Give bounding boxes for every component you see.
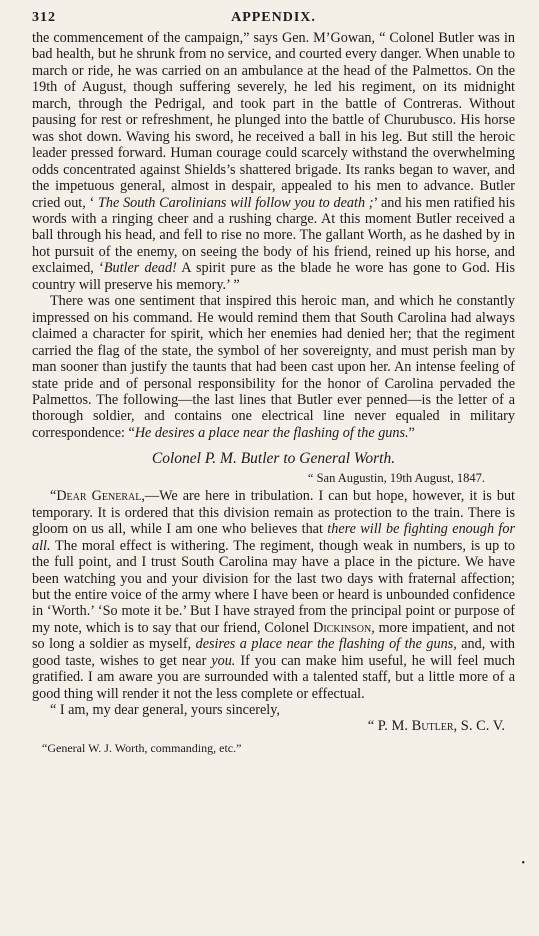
- letter-address: “General W. J. Worth, commanding, etc.”: [42, 741, 242, 756]
- text-run: , more impatient, and not so long a soldier as myself,: [32, 619, 516, 653]
- text-run: If you can make him useful, he will feel much gratified. I am aware you are surrounded with a talented staff, but a little more of a good thing will render it not the less complete or effectual.: [32, 652, 515, 702]
- italic-quote: He desires a place near the flashing of the guns.: [134, 424, 409, 441]
- italic-phrase: desires a place near the flashing of the guns,: [195, 636, 457, 653]
- page-number: 312: [32, 10, 56, 25]
- running-title: APPENDIX.: [231, 10, 316, 25]
- salutation: Dear General,: [56, 488, 145, 505]
- paragraph-sentiment: [32, 293, 515, 441]
- text-run: There was one sentiment that inspired this heroic man, and which he constantly impressed on his command. He would remind them that South Carolina had always claimed a character for spirit, which her enemies had denied her; that the regiment carried the flag of the state, the symbol of her sovereignty, and must perish man by man sooner than justify the taunts that had been cast upon her. An intense feeling of state pride and of personal responsibility for the honor of Carolina pervaded the Palmettos. The following—the last lines that Butler ever penned—is the letter of a thorough soldier, and contains one electrical line never equaled in military correspondence: “: [32, 293, 515, 441]
- text-run: —We are here in tribulation. I can but hope, however, it is but temporary. It is ordered that this division remain as protection to the train. There is gloom on us all, while I am one who believes that: [32, 488, 515, 538]
- italic-phrase: you.: [211, 652, 236, 669]
- text-run: and, with good taste, wishes to get near: [32, 636, 516, 669]
- italic-phrase: there will be fighting enough for all.: [32, 521, 515, 554]
- letter-body: [32, 488, 515, 702]
- letter-heading: Colonel P. M. Butler to General Worth.: [151, 450, 396, 468]
- text-run: A spirit pure as the blade he wore has gone to God. His country will preserve his memory.’ ”: [32, 260, 515, 293]
- text-run: “: [50, 488, 57, 505]
- letter-signature: “ P. M. Butler, S. C. V.: [367, 717, 505, 734]
- text-run: The moral effect is withering. The regiment, though weak in numbers, is up to the full point, and I trust South Carolina may have a place in the picture. We have been watching you and your division for the last two days with fraternal affection; but the entire voice of the army where I have been or heard is unbounded confidence in ‘Worth.’ ‘So mote it be.’ But I have strayed from the principal point or purpose of my note, which is to say that our friend, Colonel: [32, 537, 515, 636]
- text-run: ’ and his men ratified his words with a ringing cheer and a rushing charge. At this moment Butler received a ball through his head, and fell to rise no more. The gallant Worth, as he dashed by in hot pursuit of the enemy, on seeing the body of his friend, reined up his horse, and exclaimed, ‘: [32, 194, 515, 277]
- page-header: [32, 4, 515, 30]
- page-body: [32, 30, 515, 756]
- text-run: ”: [408, 424, 415, 441]
- italic-quote: Butler dead!: [103, 260, 177, 277]
- name-dickinson: Dickinson: [313, 619, 372, 636]
- paragraph-mcgowan-quote: [32, 30, 515, 293]
- letter-closing: “ I am, my dear general, yours sincerely,: [50, 702, 280, 719]
- stray-mark: •: [521, 858, 525, 869]
- italic-quote: The South Carolinians will follow you to death ;: [98, 194, 374, 211]
- letter-dateline: “ San Augustin, 19th August, 1847.: [307, 470, 485, 485]
- text-run: the commencement of the campaign,” says Gen. M’Gowan, “ Colonel Butler was in bad health, but he shrunk from no service, and courted every danger. When unable to march or ride, he was carried on an ambulance at the head of the Palmettos. On the 19th of August, though suffering severely, he led his regiment, on its midnight march, through the Pedrigal, and took part in the battle of Contreras. Without pausing for rest or refreshment, he plunged into the battle of Churubusco. His horse was shot down. Waving his sword, he received a ball in his leg. But still the heroic leader pressed forward. Human courage could scarcely withstand the overwhelming odds concentrated against Shields’s shattered brigade. Its ranks began to waver, and the impetuous general, almost in despair, appealed to his men to advance. Butler cried out, ‘: [32, 30, 515, 211]
